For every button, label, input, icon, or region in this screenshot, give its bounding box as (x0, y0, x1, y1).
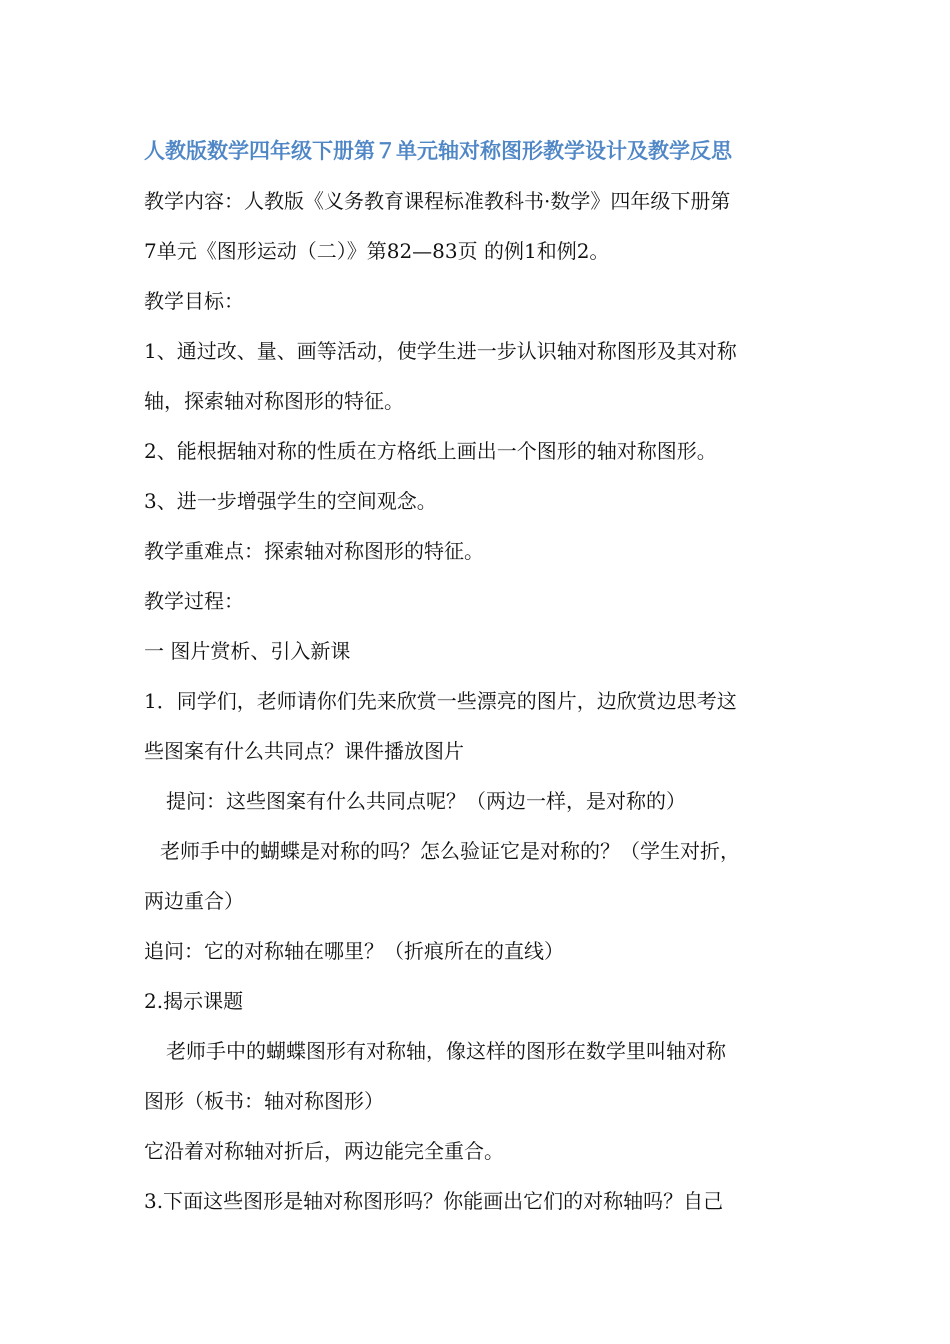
text-line-step-2-heading: 2.揭示课题 (144, 989, 244, 1013)
text-line-key-points: 教学重难点：探索轴对称图形的特征。 (144, 539, 484, 563)
text-line-step-1a: 1．同学们，老师请你们先来欣赏一些漂亮的图片，边欣赏边思考这 (144, 689, 737, 713)
text-line-butterfly-a: 老师手中的蝴蝶是对称的吗？怎么验证它是对称的？（学生对折， (160, 839, 740, 863)
text-line-step-2b: 图形（板书：轴对称图形） (144, 1089, 384, 1113)
text-line-section-1-heading: 一 图片赏析、引入新课 (144, 639, 351, 663)
text-line-goal-1a: 1、通过改、量、画等活动，使学生进一步认识轴对称图形及其对称 (144, 339, 737, 363)
text-line-process-heading: 教学过程： (144, 589, 244, 613)
text-line-goal-1b: 轴，探索轴对称图形的特征。 (144, 389, 404, 413)
document-title: 人教版数学四年级下册第７单元轴对称图形教学设计及教学反思 (144, 138, 732, 163)
text-line-goals-heading: 教学目标： (144, 289, 244, 313)
text-line-goal-3: 3、进一步增强学生的空间观念。 (144, 489, 437, 513)
text-line-butterfly-b: 两边重合） (144, 889, 244, 913)
text-line-follow-up: 追问：它的对称轴在哪里？（折痕所在的直线） (144, 939, 564, 963)
text-line-step-2a: 老师手中的蝴蝶图形有对称轴，像这样的图形在数学里叫轴对称 (166, 1039, 726, 1063)
text-line-question: 提问：这些图案有什么共同点呢？（两边一样，是对称的） (166, 789, 686, 813)
text-line-teaching-content-2: 7单元《图形运动（二）》第82—83页 的例1和例2。 (144, 239, 610, 263)
text-line-goal-2: 2、能根据轴对称的性质在方格纸上画出一个图形的轴对称图形。 (144, 439, 717, 463)
text-line-step-3: 3.下面这些图形是轴对称图形吗？你能画出它们的对称轴吗？自己 (144, 1189, 724, 1213)
text-line-step-2c: 它沿着对称轴对折后，两边能完全重合。 (144, 1139, 504, 1163)
text-line-step-1b: 些图案有什么共同点？课件播放图片 (144, 739, 464, 763)
text-line-teaching-content-1: 教学内容：人教版《义务教育课程标准教科书·数学》四年级下册第 (144, 189, 731, 213)
